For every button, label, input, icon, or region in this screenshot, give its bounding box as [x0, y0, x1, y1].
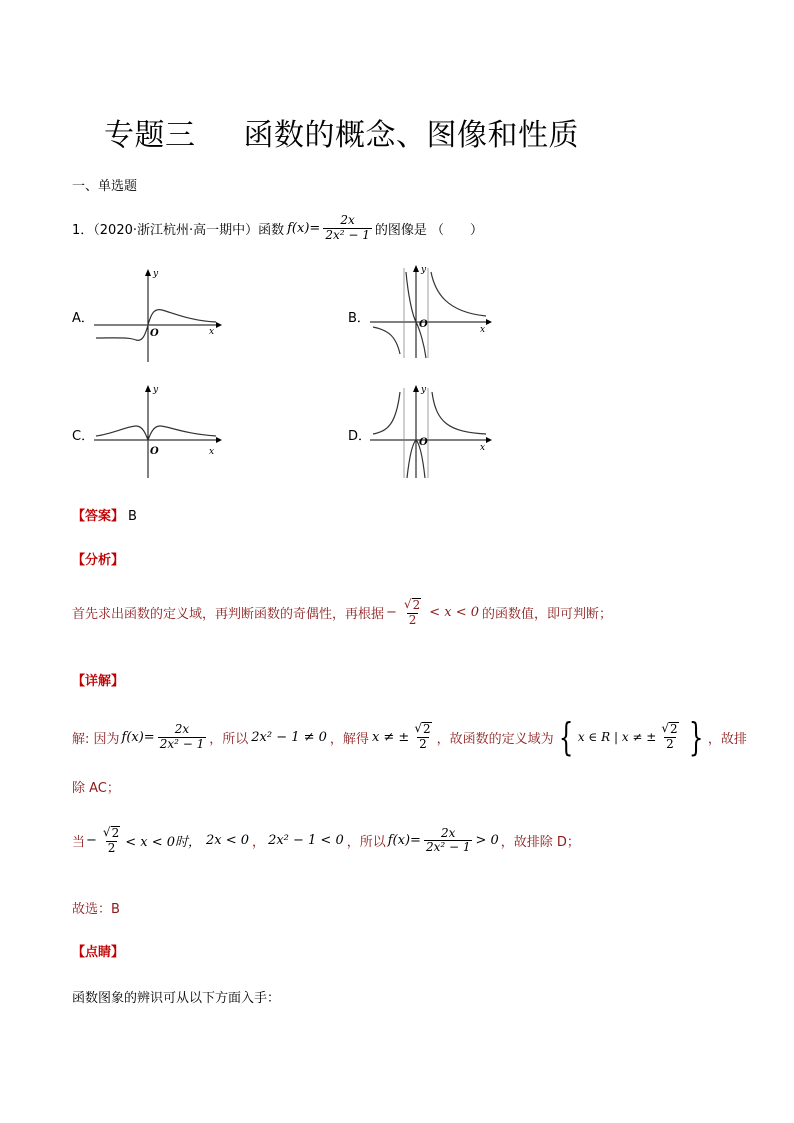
detail-l3-ineq: < x < 0时，	[125, 835, 202, 851]
comment-heading	[72, 941, 124, 960]
detail-line-1	[72, 715, 747, 759]
answer-value: B	[128, 509, 137, 524]
detail-tag: 【详解】	[72, 674, 125, 689]
analysis-denominator: 2	[408, 612, 417, 627]
answer-tag: 【答案】	[72, 509, 125, 524]
option-c-origin: O	[150, 446, 159, 457]
detail-l3-fraction: √ 2 2	[102, 825, 120, 855]
comment-text: 函数图象的辨识可从以下方面入手：	[72, 991, 281, 1006]
detail-line-2: 除 AC；	[72, 781, 120, 796]
detail-l3-sep: ，	[252, 835, 266, 851]
detail-heading	[72, 670, 124, 689]
option-a-graph[interactable]	[92, 268, 222, 364]
option-d-x-label: x	[480, 443, 486, 453]
analysis-text-a: 首先求出函数的定义域，再判断函数的奇偶性，再根据	[72, 607, 385, 623]
option-b-x-label: x	[480, 325, 486, 335]
option-c-label[interactable]: C．	[72, 429, 95, 444]
question-func: f(x)=	[287, 220, 321, 236]
detail-l3-den2: 2x² − 1	[425, 840, 471, 855]
title-subject: 函数的概念、图像和性质	[243, 118, 579, 153]
detail-l1-set: { x ∈ R | x ≠ ± √ 2 2 }	[558, 715, 703, 759]
option-d-origin: O	[419, 437, 428, 448]
analysis-tag: 【分析】	[72, 553, 125, 568]
question-stem	[72, 214, 483, 243]
detail-l3-e2: 2x² − 1 < 0	[268, 833, 344, 849]
detail-l1-e: ，故排	[707, 731, 747, 747]
detail-l1-sol: x ≠ ±	[371, 729, 410, 745]
page-title	[104, 110, 579, 154]
option-a-label[interactable]: A．	[72, 311, 94, 326]
detail-l1-b: ，所以	[209, 731, 249, 747]
option-c-y-label: y	[153, 385, 159, 395]
analysis-heading	[72, 549, 124, 568]
detail-l3-rad: 2	[111, 826, 120, 840]
detail-l3-e1: 2x < 0	[206, 833, 250, 849]
detail-l1-func: f(x)=	[121, 729, 155, 745]
option-c-graph[interactable]	[92, 384, 222, 480]
detail-l3-fraction2	[424, 827, 473, 856]
detail-l3-num: 2x	[441, 825, 456, 840]
option-a-x-label: x	[209, 327, 215, 337]
detail-l3-den: 2	[107, 840, 116, 855]
section-heading: 一、单选题	[72, 179, 138, 194]
detail-line-4: 故选：B	[72, 902, 120, 917]
detail-l1-set-den: 2	[666, 737, 674, 751]
detail-l3-b: ，所以	[346, 835, 386, 851]
analysis-text-b: 的函数值，即可判断；	[482, 607, 613, 623]
detail-l3-gt: > 0	[475, 833, 499, 849]
fraction-denominator: 2x² − 1	[325, 227, 370, 242]
detail-l1-expr: 2x² − 1 ≠ 0	[251, 729, 327, 745]
option-b-graph[interactable]	[368, 264, 494, 360]
detail-l3-c: ，故排除 D；	[500, 835, 580, 851]
option-b-label[interactable]: B．	[348, 311, 370, 326]
option-a-y-label: y	[153, 269, 159, 279]
detail-l3-a: 当	[72, 835, 86, 851]
comment-tag: 【点睛】	[72, 945, 125, 960]
analysis-text	[72, 598, 612, 628]
answer-line	[72, 505, 137, 524]
option-b-y-label: y	[421, 265, 427, 275]
detail-l1-c: ，解得	[329, 731, 369, 747]
detail-l1-set-text: x ∈ R | x ≠ ±	[577, 730, 657, 744]
detail-l1-d: ，故函数的定义域为	[436, 731, 554, 747]
detail-l1-set-rad: 2	[669, 722, 678, 737]
detail-l1-fraction	[158, 723, 207, 752]
question-suffix: 的图像是 （ ）	[374, 222, 483, 238]
option-b-origin: O	[419, 319, 428, 330]
detail-l3-func: f(x)=	[387, 833, 421, 849]
detail-l1-den: 2x² − 1	[159, 736, 205, 751]
fraction-numerator: 2x	[340, 213, 355, 227]
detail-l1-den2: 2	[419, 737, 427, 751]
question-fraction	[323, 214, 372, 243]
option-d-label[interactable]: D．	[348, 429, 372, 444]
analysis-minus: −	[386, 605, 397, 621]
detail-line-3	[72, 826, 580, 856]
question-prefix: 1．（2020·浙江杭州·高一期中）函数	[72, 222, 285, 238]
option-a-origin: O	[150, 328, 159, 339]
option-d-graph[interactable]	[368, 384, 494, 480]
detail-l1-sol-fraction: √ 2 2	[414, 721, 431, 751]
detail-l1-num: 2x	[174, 721, 190, 736]
option-c-x-label: x	[209, 447, 215, 457]
detail-l3-minus: −	[86, 833, 97, 849]
detail-l1-rad: 2	[422, 722, 431, 737]
title-topic: 专题三	[104, 118, 196, 153]
analysis-radicand: 2	[412, 598, 421, 612]
analysis-inequality: < x < 0	[429, 605, 480, 621]
detail-l1-a: 解: 因为	[72, 731, 120, 747]
analysis-fraction: √ 2 2	[403, 597, 421, 627]
option-d-y-label: y	[421, 385, 427, 395]
